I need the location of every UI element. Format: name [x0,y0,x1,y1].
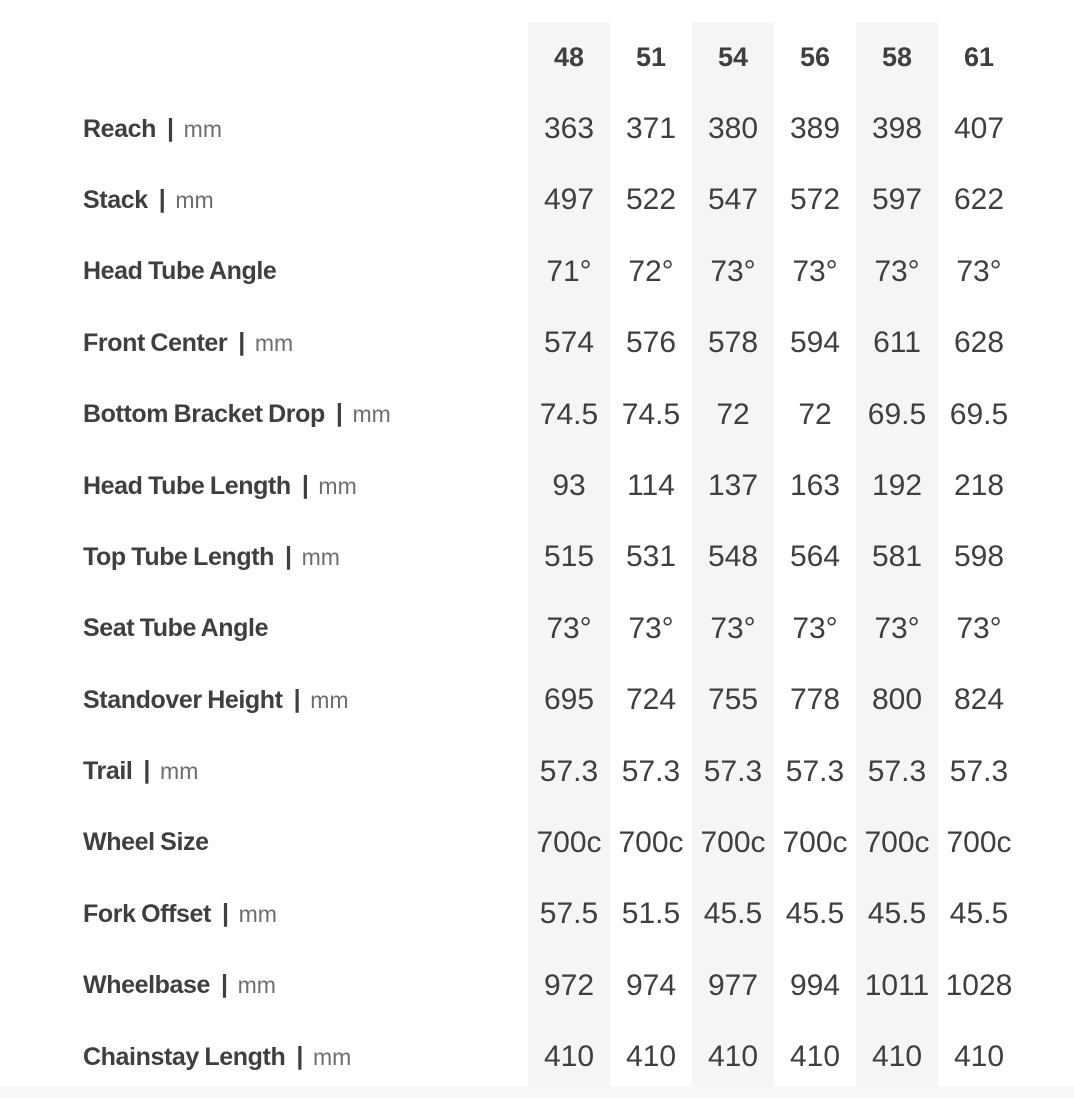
geometry-value-cell: 800 [856,665,938,736]
geometry-value-cell: 371 [625,112,677,146]
size-header-row [0,22,1074,93]
geometry-value-cell: 57.3 [692,736,774,807]
geometry-value-cell: 45.5 [692,879,774,950]
geometry-value-cell: 700c [528,807,610,878]
table-row [0,807,1074,878]
geometry-value-cell: 410 [856,1021,938,1092]
table-row [0,236,1074,307]
geometry-value-cell: 410 [528,1021,610,1092]
geometry-value-cell: 547 [692,165,774,236]
geometry-value-cell: 74.5 [528,379,610,450]
row-label: Stack [83,185,148,214]
geometry-value-cell: 380 [692,93,774,164]
geometry-value-cell: 407 [953,112,1005,146]
geometry-value-cell: 72 [692,379,774,450]
geometry-value-cell: 724 [625,683,677,717]
row-label: Head Tube Length [83,471,291,500]
table-row [0,522,1074,593]
row-label-cell [0,665,528,736]
row-label: Chainstay Length [83,1042,286,1071]
row-unit-label: mm [352,401,391,428]
table-row [0,379,1074,450]
geometry-value-cell: 598 [953,540,1005,574]
row-label: Fork Offset [83,899,211,928]
geometry-value-cell: 581 [856,522,938,593]
geometry-value-cell: 45.5 [949,897,1009,931]
table-row [0,308,1074,379]
row-unit-label: mm [318,472,357,499]
geometry-value-cell: 700c [692,807,774,878]
table-row [0,879,1074,950]
geometry-value-cell: 572 [789,183,841,217]
geometry-value-cell: 755 [692,665,774,736]
size-column-header: 54 [692,22,774,93]
geometry-value-cell: 398 [856,93,938,164]
geometry-value-cell: 574 [528,308,610,379]
geometry-value-cell: 69.5 [949,397,1009,431]
label-unit-separator: | [158,184,166,213]
row-label-cell [0,379,528,450]
bottom-band [0,1086,1074,1098]
label-unit-separator: | [335,399,343,428]
row-label: Bottom Bracket Drop [83,400,325,429]
geometry-value-cell: 578 [692,308,774,379]
geometry-value-cell: 363 [528,93,610,164]
geometry-value-cell: 389 [789,112,841,146]
row-label-cell [0,165,528,236]
row-label-cell [0,593,528,664]
geometry-value-cell: 695 [528,665,610,736]
geometry-value-cell: 1028 [945,968,1013,1002]
geometry-value-cell: 73° [956,254,1002,288]
geometry-value-cell: 73° [792,611,838,645]
geometry-value-cell: 114 [627,469,675,503]
geometry-value-cell: 522 [625,183,677,217]
table-row [0,165,1074,236]
geometry-value-cell: 69.5 [856,379,938,450]
geometry-value-cell: 73° [792,254,838,288]
geometry-value-cell: 597 [856,165,938,236]
geometry-value-cell: 73° [856,236,938,307]
geometry-value-cell: 72° [628,254,674,288]
size-column-header: 58 [856,22,938,93]
geometry-value-cell: 218 [953,469,1005,503]
geometry-value-cell: 700c [618,825,684,859]
geometry-value-cell: 994 [789,968,841,1002]
row-unit-label: mm [238,900,277,927]
geometry-value-cell: 192 [856,450,938,521]
geometry-value-cell: 45.5 [856,879,938,950]
row-label: Wheel Size [83,828,209,857]
geometry-value-cell: 974 [625,968,677,1002]
geometry-value-cell: 57.3 [949,754,1009,788]
size-column-header: 56 [799,42,831,73]
row-label: Top Tube Length [83,542,275,571]
geometry-value-cell: 57.3 [856,736,938,807]
geometry-value-cell: 74.5 [621,397,681,431]
table-row [0,736,1074,807]
table-row [0,665,1074,736]
geometry-value-cell: 57.3 [785,754,845,788]
row-label-cell [0,93,528,164]
table-row [0,450,1074,521]
geometry-value-cell: 700c [946,825,1012,859]
size-column-header: 61 [963,42,995,73]
row-label-cell [0,450,528,521]
geometry-value-cell: 73° [956,611,1002,645]
geometry-value-cell: 977 [692,950,774,1021]
geometry-value-cell: 548 [692,522,774,593]
geometry-value-cell: 71° [528,236,610,307]
geometry-value-cell: 594 [789,326,841,360]
geometry-value-cell: 611 [856,308,938,379]
label-unit-separator: | [301,470,309,499]
row-unit-label: mm [237,972,276,999]
geometry-value-cell: 73° [528,593,610,664]
label-unit-separator: | [238,327,245,356]
geometry-value-cell: 515 [528,522,610,593]
geometry-table [0,22,1074,1093]
label-unit-separator: | [221,970,228,999]
row-unit-label: mm [310,686,349,713]
table-row [0,593,1074,664]
geometry-value-cell: 700c [856,807,938,878]
label-unit-separator: | [167,113,174,142]
label-unit-separator: | [285,541,292,570]
row-label-cell [0,879,528,950]
geometry-value-cell: 51.5 [621,897,681,931]
geometry-value-cell: 824 [953,683,1005,717]
geometry-value-cell: 57.5 [528,879,610,950]
row-label: Head Tube Angle [83,257,277,286]
row-unit-label: mm [175,186,214,213]
geometry-value-cell: 73° [692,236,774,307]
row-label-cell [0,522,528,593]
row-label: Front Center [83,328,228,357]
row-label: Reach [83,114,157,143]
row-label: Trail [83,757,133,786]
geometry-value-cell: 73° [856,593,938,664]
row-label-cell [0,736,528,807]
geometry-value-cell: 410 [789,1040,841,1074]
geometry-value-cell: 410 [953,1040,1005,1074]
geometry-value-cell: 576 [625,326,677,360]
geometry-value-cell: 137 [692,450,774,521]
table-row [0,950,1074,1021]
geometry-value-cell: 73° [628,611,674,645]
geometry-value-cell: 410 [625,1040,677,1074]
header-corner-cell [0,22,528,93]
row-label: Wheelbase [83,971,211,1000]
geometry-value-cell: 57.3 [528,736,610,807]
row-label-cell [0,308,528,379]
row-label-cell [0,1021,528,1092]
geometry-value-cell: 497 [528,165,610,236]
row-unit-label: mm [301,543,340,570]
row-label-cell [0,236,528,307]
geometry-value-cell: 1011 [856,950,938,1021]
geometry-value-cell: 163 [789,469,841,503]
row-unit-label: mm [312,1043,352,1070]
label-unit-separator: | [143,756,151,785]
geometry-value-cell: 93 [528,450,610,521]
row-unit-label: mm [254,329,294,356]
row-label-cell [0,950,528,1021]
size-column-header: 48 [528,22,610,93]
table-row [0,93,1074,164]
label-unit-separator: | [221,898,229,927]
label-unit-separator: | [293,684,301,713]
geometry-value-cell: 778 [789,683,841,717]
row-label: Standover Height [83,685,283,714]
row-label-cell [0,807,528,878]
table-row [0,1021,1074,1092]
geometry-value-cell: 45.5 [785,897,845,931]
size-column-header: 51 [635,42,667,73]
geometry-value-cell: 700c [782,825,848,859]
geometry-value-cell: 564 [789,540,841,574]
geometry-value-cell: 622 [953,183,1005,217]
row-label: Seat Tube Angle [83,614,269,643]
geometry-value-cell: 57.3 [621,754,681,788]
geometry-value-cell: 410 [692,1021,774,1092]
geometry-value-cell: 531 [625,540,677,574]
geometry-value-cell: 628 [953,326,1005,360]
row-unit-label: mm [160,758,199,785]
geometry-value-cell: 972 [528,950,610,1021]
label-unit-separator: | [296,1041,303,1070]
geometry-value-cell: 73° [692,593,774,664]
row-unit-label: mm [183,115,222,142]
geometry-value-cell: 72 [798,397,832,431]
